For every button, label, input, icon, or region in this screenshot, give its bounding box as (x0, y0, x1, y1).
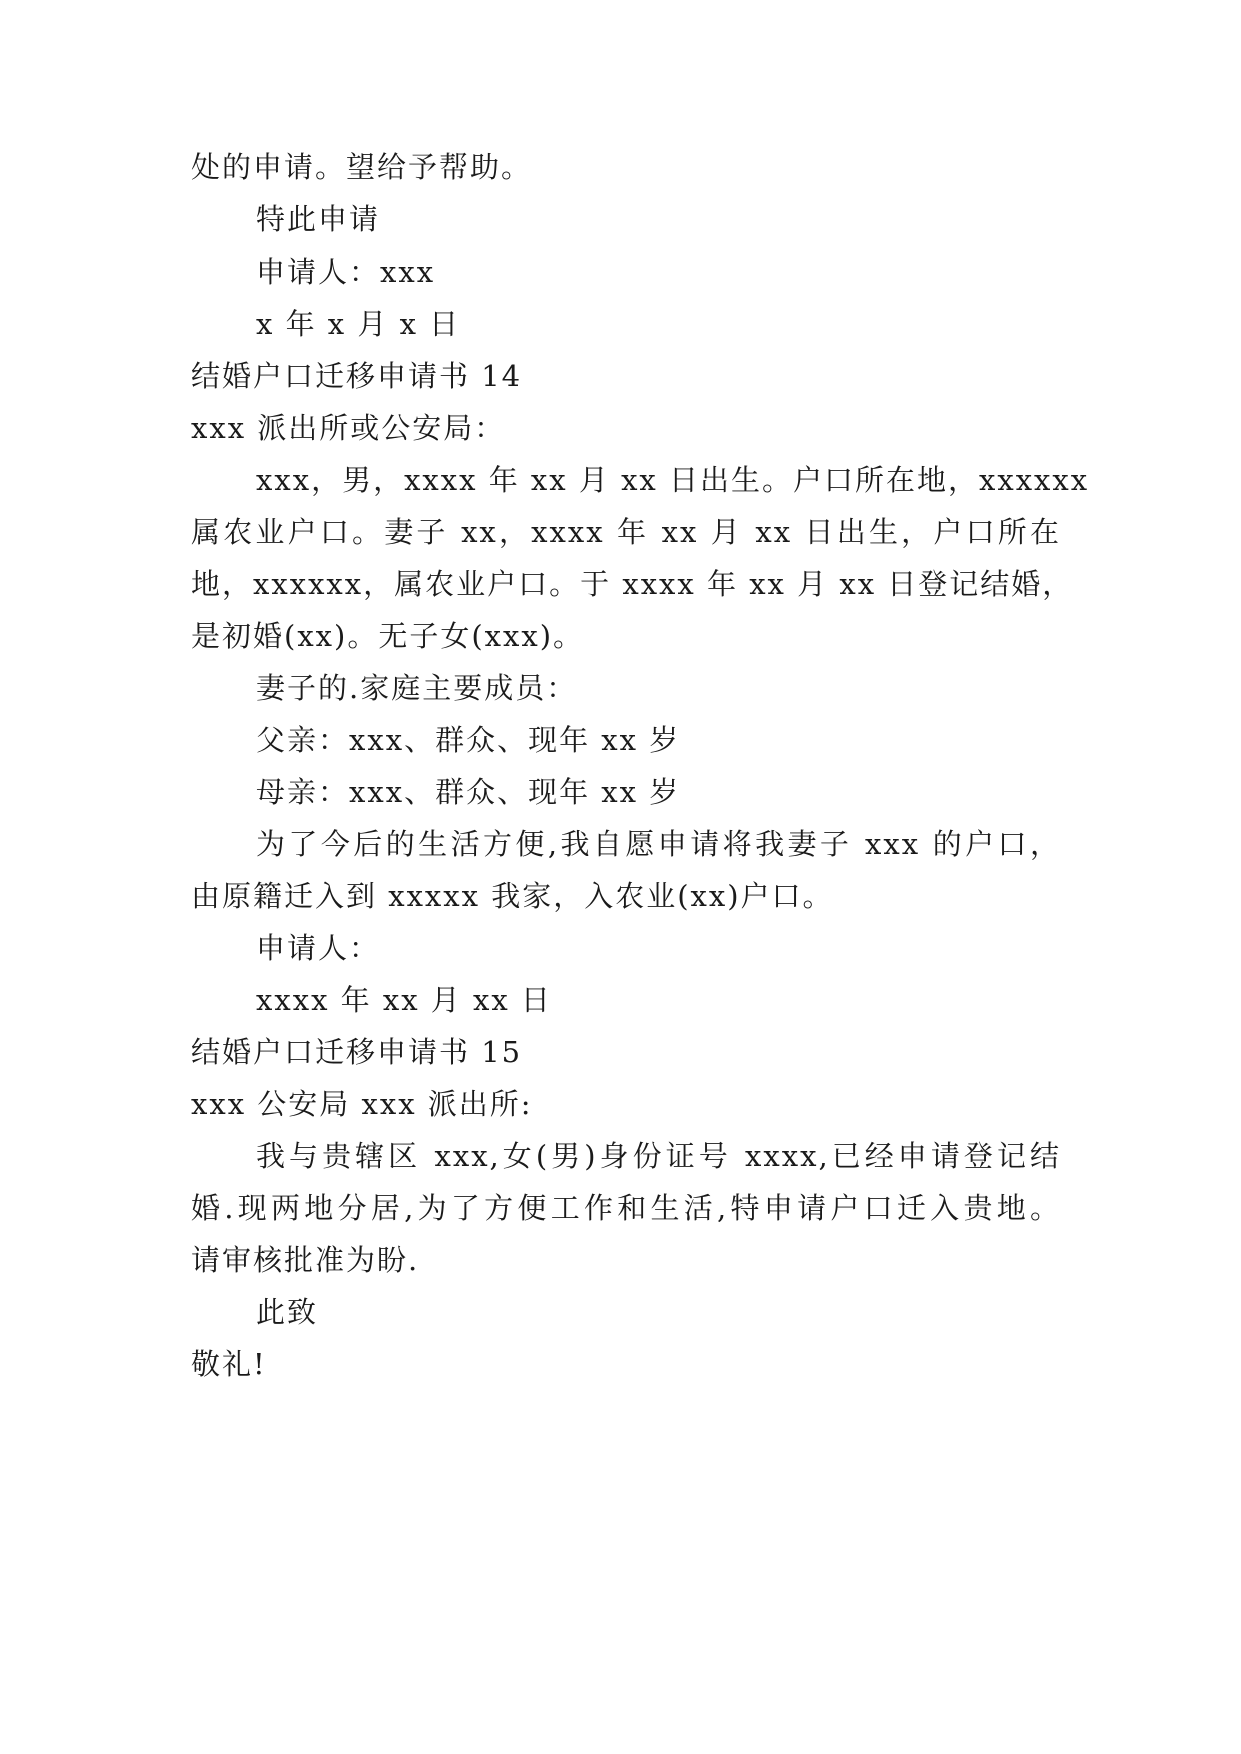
section-heading: 结婚户口迁移申请书 14 (191, 359, 523, 393)
text-line: xxxx 年 xx 月 xx 日 (256, 983, 552, 1017)
text-line: 申请人： (256, 931, 381, 965)
text-line: 母亲：xxx、群众、现年 xx 岁 (256, 775, 681, 809)
text-line: 婚.现两地分居,为了方便工作和生活,特申请户口迁入贵地。 (191, 1191, 1061, 1225)
text-line: 处的申请。望给予帮助。 (191, 150, 533, 184)
text-line: 此致 (256, 1295, 319, 1329)
text-line: 申请人：xxx (256, 255, 436, 289)
text-line: 妻子的.家庭主要成员： (256, 671, 578, 705)
text-line: 敬礼! (191, 1347, 267, 1381)
section-heading: 结婚户口迁移申请书 15 (191, 1035, 523, 1069)
addressee: xxx 公安局 xxx 派出所: (191, 1087, 533, 1121)
text-line: 特此申请 (256, 202, 381, 236)
text-line: 是初婚(xx)。无子女(xxx)。 (191, 619, 585, 653)
text-line: xxx，男，xxxx 年 xx 月 xx 日出生。户口所在地，xxxxxx (256, 463, 1090, 497)
text-line: 父亲：xxx、群众、现年 xx 岁 (256, 723, 681, 757)
addressee: xxx 派出所或公安局： (191, 411, 506, 445)
text-line: 地，xxxxxx，属农业户口。于 xxxx 年 xx 月 xx 日登记结婚， (191, 567, 1074, 601)
text-line: 请审核批准为盼. (191, 1243, 420, 1277)
text-line: 为了今后的生活方便,我自愿申请将我妻子 xxx 的户口， (256, 827, 1061, 861)
text-line: x 年 x 月 x 日 (256, 307, 461, 341)
text-line: 我与贵辖区 xxx,女(男)身份证号 xxxx,已经申请登记结 (256, 1139, 1061, 1173)
text-line: 由原籍迁入到 xxxxx 我家，入农业(xx)户口。 (191, 879, 834, 913)
text-line: 属农业户口。妻子 xx，xxxx 年 xx 月 xx 日出生，户口所在 (191, 515, 1061, 549)
